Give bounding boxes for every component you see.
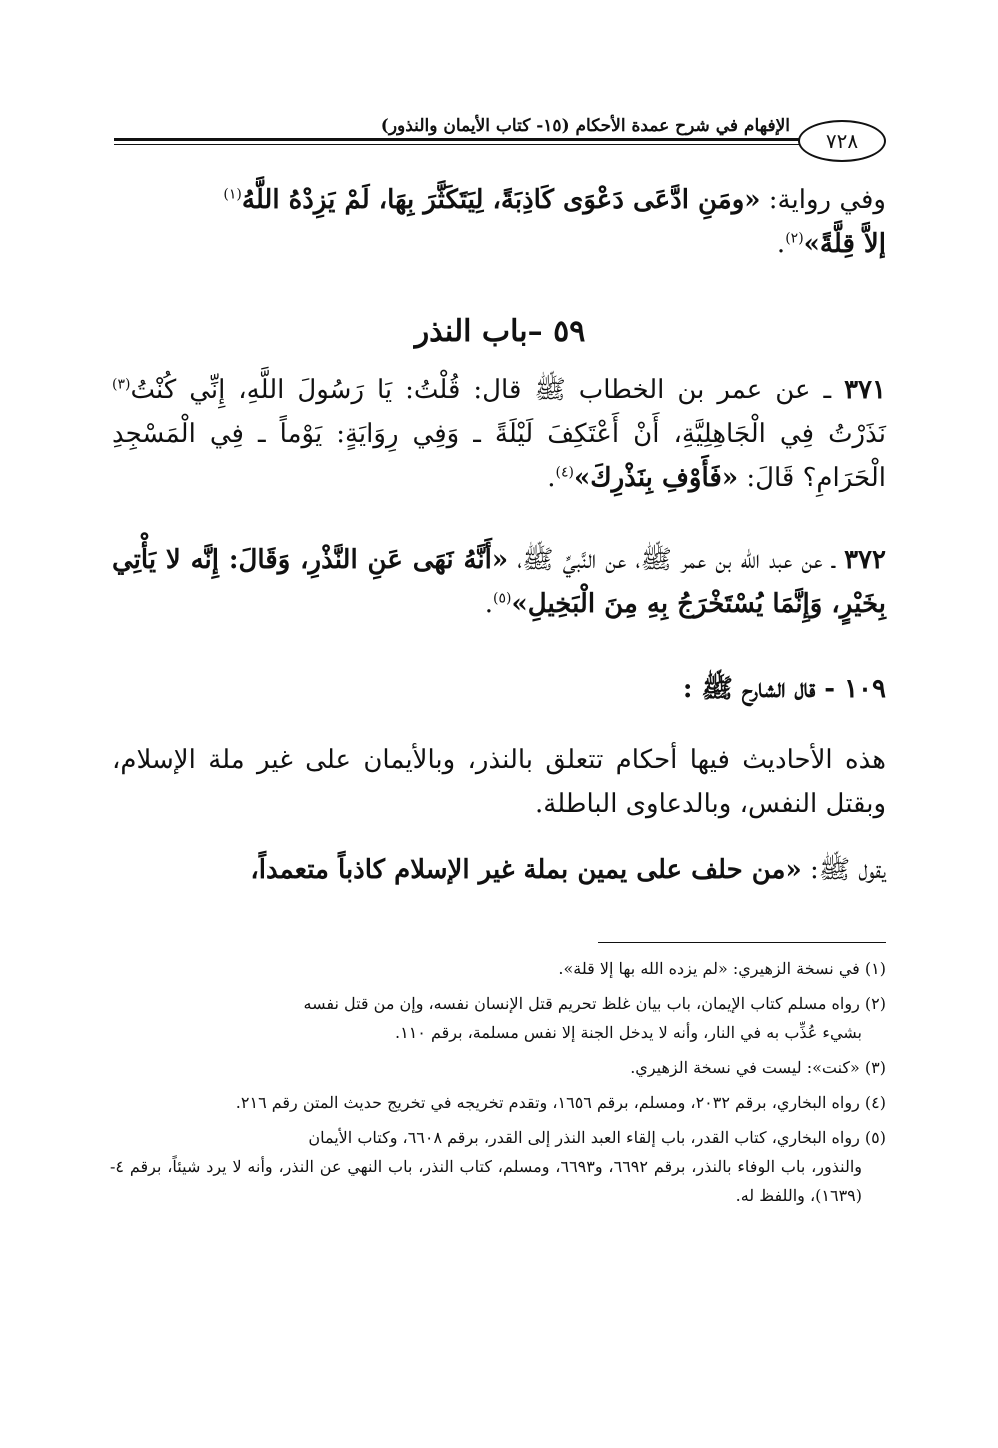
text-plain: . — [547, 463, 556, 493]
footnote-5: (٥) رواه البخاري، كتاب القدر، باب إلقاء العبد النذر إلى القدر، برقم ٦٦٠٨، وكتاب الأيمان — [308, 1128, 886, 1147]
hadith-371 — [112, 368, 886, 500]
footnote-ref[interactable]: (٤) — [555, 464, 574, 481]
text-plain: . — [484, 589, 494, 619]
footnote-ref[interactable]: (٣) — [112, 376, 131, 393]
text-plain: . — [776, 229, 786, 259]
text-plain: وفي رواية: — [760, 185, 886, 215]
footnote-1: (١) في نسخة الزهيري: «لم يزده الله بها إلا قلة». — [558, 959, 886, 978]
page-number: ٧٢٨ — [798, 120, 886, 162]
hadith-quote-end: إلاَّ قِلَّةً» — [803, 229, 886, 259]
footnote-2: (٢) رواه مسلم كتاب الإيمان، باب بيان غلظ تحريم قتل الإنسان نفسه، وإن من قتل نفسه — [303, 994, 886, 1013]
hadith-372 — [112, 538, 886, 626]
hadith-text: ـ عن عبد الله بن عمر ﷺ، عن النَّبيِّ ﷺ، — [508, 545, 845, 575]
commentary-paragraph — [112, 738, 886, 826]
hadith-number: ٣٧٢ — [844, 545, 886, 575]
header-rule-thin — [114, 144, 842, 145]
header-title: الإفهام في شرح عمدة الأحكام (١٥- كتاب الأيمان والنذور) — [380, 116, 790, 136]
footnote-ref[interactable]: (١) — [223, 186, 242, 203]
hadith-text: ـ عن عمر بن الخطاب ﷺ قال: قُلْتُ: يَا رَسُولَ اللَّهِ، إِنِّي كُنْتُ — [130, 375, 845, 405]
footnote-3: (٣) «كنت»: ليست في نسخة الزهيري. — [630, 1058, 886, 1077]
commentary-quote-line — [112, 848, 886, 892]
text-plain: يقول ﷺ: — [801, 855, 886, 885]
footnote-2-cont: بشيء عُذِّب به في النار، وأنه لا يدخل الجنة إلا نفس مسلمة، برقم ١١٠. — [395, 1023, 862, 1042]
footnote-4: (٤) رواه البخاري، برقم ٢٠٣٢، ومسلم، برقم ١٦٥٦، وتقدم تخريجه في تخريج حديث المتن رقم ٢١٦. — [235, 1093, 886, 1112]
footnotes — [110, 954, 886, 1216]
hadith-quote: «فَأَوْفِ بِنَذْرِكَ» — [573, 463, 739, 493]
footnote-ref[interactable]: (٥) — [493, 590, 512, 607]
header-rule — [114, 138, 842, 141]
footnote-ref[interactable]: (٢) — [785, 230, 804, 247]
hadith-quote: «ومَنِ ادَّعَى دَعْوَى كَاذِبَةً، لِيَتَكَثَّرَ بِهَا، لَمْ يَزِدْهُ اللَّهُ — [241, 185, 761, 215]
paragraph-riwaya — [112, 178, 886, 266]
hadith-text: نَذَرْتُ فِي الْجَاهِلِيَّةِ، أَنْ أَعْتَكِفَ لَيْلَةً ـ وَفِي رِوَايَةٍ: يَوْماً ـ فِي الْمَسْجِدِ الْحَرَامِ؟ قَالَ: — [112, 419, 886, 493]
commentary-heading: ١٠٩ - قال الشارح ﷺ : — [682, 674, 886, 704]
running-header — [114, 112, 886, 162]
hadith-quote: «أَنَّهُ نَهَى عَنِ النَّذْرِ، وَقَالَ: إِنَّه لا يَأْتِي بِخَيْرٍ، وَإِنَّمَا يُسْتَخْرَجُ بِهِ مِنَ الْبَخِيلِ» — [112, 545, 886, 619]
footnote-separator — [598, 942, 886, 943]
hadith-number: ٣٧١ — [844, 375, 886, 405]
footnote-5-cont: والنذور، باب الوفاء بالنذر، برقم ٦٦٩٢، و٦٦٩٣، ومسلم، كتاب النذر، باب النهي عن النذر، وأنه لا يرد شيئاً، برقم ٤- (١٦٣٩)، واللفظ له. — [110, 1157, 863, 1205]
hadith-quote: «من حلف على يمين بملة غير الإسلام كاذباً متعمداً، — [250, 855, 802, 885]
section-title: ٥٩ –باب النذر — [414, 314, 586, 349]
commentary-text: هذه الأحاديث فيها أحكام تتعلق بالنذر، وبالأيمان على غير ملة الإسلام، وبقتل النفس، وبالدعاوى الباطلة. — [112, 745, 886, 819]
